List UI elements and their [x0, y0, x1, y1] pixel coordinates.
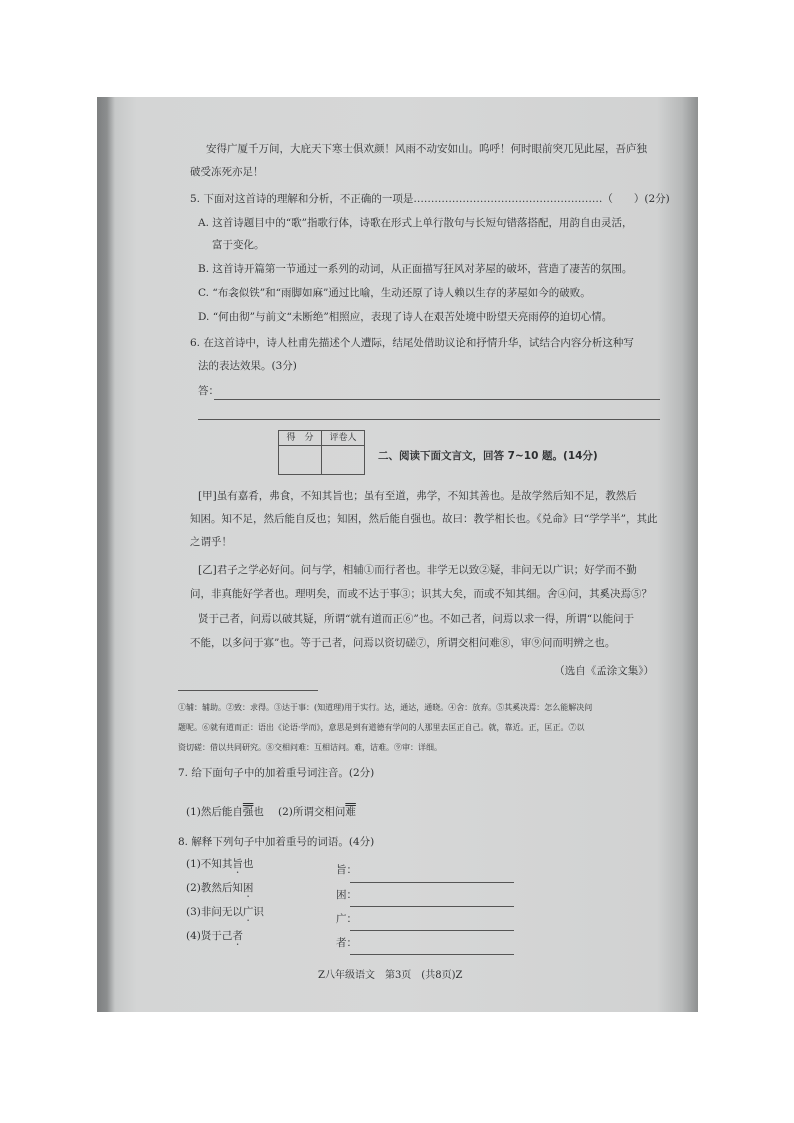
- q8-item-4-key: 者: [232, 930, 243, 942]
- footnote-line-3: 资切磋：借以共同研究。⑧交相问难：互相诘问。难，诘难。⑨审：详细。: [178, 743, 442, 752]
- poem-end-line-1: 安得广厦千万间，大庇天下寒士俱欢颜！风雨不动安如山。呜呼！何时眼前突兀见此屋，吾庐独: [206, 143, 647, 155]
- q8-answer-line-3[interactable]: [350, 930, 514, 931]
- footnote-line-2: 题呢。⑥就有道而正：语出《论语·学而》，意思是到有道德有学问的人那里去匡正自己。就，靠近。正，匡正。⑦以: [178, 723, 585, 732]
- jia-line-2: 知困。知不足，然后能自反也；知困，然后能自强也。故曰：教学相长也。《兑命》曰“学学半”，其此: [190, 513, 658, 525]
- q7-sentence-2: [278, 805, 356, 819]
- poem-end-line-2: 破受冻死亦足！: [190, 166, 264, 178]
- footnote-divider: [178, 690, 318, 691]
- q7-sentence-1: [186, 805, 264, 819]
- q8-answer-line-4[interactable]: [350, 954, 514, 955]
- yi-line-4: 不能，以多问于寡”也。等于己者，问焉以资切磋⑦，所谓交相问难⑧，审⑨问而明辨之也。: [190, 637, 616, 649]
- q8-item-2: [186, 881, 253, 900]
- q8-answer-line-2[interactable]: [350, 906, 514, 907]
- yi-line-1: [乙]君子之学必好问。问与学，相辅①而行者也。非学无以致②疑，非问无以广识；好学而不勤: [198, 564, 637, 576]
- q7-s2-pre: (2)所谓交相问: [278, 806, 346, 818]
- q7-s1-post: 也: [253, 806, 264, 818]
- exam-paper: [178, 97, 694, 1012]
- q8-item-2-key: 困: [242, 882, 254, 894]
- q8-item-1-key: 旨: [232, 858, 243, 870]
- q8-item-3: [186, 905, 264, 924]
- q8-item-1-label: 旨：: [336, 864, 357, 876]
- score-table: [278, 430, 365, 475]
- photo-of-exam-page: [97, 97, 698, 1012]
- q7-s1-pre: (1)然后能自: [186, 806, 243, 818]
- score-header: 得 分: [279, 431, 322, 446]
- q8-item-4-pre: (4)贤于己: [186, 930, 233, 942]
- score-cell[interactable]: [279, 446, 322, 475]
- q8-item-3-key: 广: [242, 906, 254, 918]
- q8-answer-line-1[interactable]: [350, 882, 514, 883]
- section2-title: 二、阅读下面文言文，回答 7~10 题。(14分): [378, 450, 598, 462]
- grader-cell[interactable]: [322, 446, 365, 475]
- q5-option-c: C. “布衾似铁”和“雨脚如麻”通过比喻，生动还原了诗人赖以生存的茅屋如今的破败。: [198, 287, 591, 299]
- q6-line-2: 法的表达效果。(3分): [198, 360, 297, 372]
- yi-source: （选自《孟涂文集》）: [554, 665, 654, 677]
- q8-item-3-pre: (3)非问无以: [186, 906, 243, 918]
- q8-item-4: [186, 929, 243, 948]
- q7-stem: 7. 给下面句子中的加着重号词注音。(2分): [178, 767, 375, 779]
- jia-line-1: [甲]虽有嘉肴，弗食，不知其旨也；虽有至道，弗学，不知其善也。是故学然后知不足，教然后: [198, 490, 637, 502]
- q6-line-1: 6. 在这首诗中，诗人杜甫先描述个人遭际，结尾处借助议论和抒情升华，试结合内容分析这种写: [190, 337, 634, 349]
- jia-line-3: 之谓乎！: [190, 536, 232, 548]
- q7-s2-key: 难: [345, 806, 356, 818]
- q5-option-b: B. 这首诗开篇第一节通过一系列的动词，从正面描写狂风对茅屋的破坏，营造了凄苦的氛围。: [198, 263, 633, 275]
- q8-item-1: [186, 857, 253, 876]
- q5-option-a-line-1: A. 这首诗题目中的“歌”指歌行体，诗歌在形式上单行散句与长短句错落搭配，用韵自由灵活，: [198, 217, 633, 229]
- q8-item-2-pre: (2)教然后知: [186, 882, 243, 894]
- yi-line-3: 贤于己者，问焉以破其疑，所谓“就有道而正⑥”也。不如己者，问焉以求一得，所谓“以能问于: [198, 613, 635, 625]
- q8-item-1-post: 也: [242, 858, 254, 870]
- q5-option-a-line-2: 富于变化。: [212, 239, 265, 251]
- footnote-line-1: ①辅：辅助。②致：求得。③达于事：(知道理)用于实行。达，通达，通晓。④舍：放弃。⑤其奚决焉：怎么能解决问: [178, 703, 593, 712]
- grader-header: 评卷人: [322, 431, 365, 446]
- q6-answer-line-1[interactable]: [214, 399, 660, 400]
- page-footer: Z八年级语文 第3页 (共8页)Z: [318, 970, 463, 981]
- q8-item-2-label: 困：: [336, 889, 357, 901]
- q8-stem: 8. 解释下列句子中加着重号的词语。(4分): [178, 836, 375, 848]
- yi-line-2: 问，非真能好学者也。理明矣，而或不达于事③；识其大矣，而或不知其细。舍④问，其奚决焉⑤？: [190, 588, 652, 600]
- q8-item-1-pre: (1)不知其: [186, 858, 233, 870]
- q6-answer-label: 答：: [198, 385, 219, 397]
- q8-item-3-post: 识: [253, 906, 264, 918]
- q5-option-d: D. “何由彻”与前文“未断绝”相照应，表现了诗人在艰苦处境中盼望天亮雨停的迫切心情。: [198, 311, 613, 323]
- q8-item-3-label: 广：: [336, 913, 357, 925]
- q5-stem: 5. 下面对这首诗的理解和分析，不正确的一项是………………………………………………（ ）(2分): [190, 193, 670, 205]
- q6-answer-line-2[interactable]: [198, 419, 660, 420]
- q7-s1-key: 强: [242, 806, 254, 818]
- q8-item-4-label: 者：: [336, 937, 357, 949]
